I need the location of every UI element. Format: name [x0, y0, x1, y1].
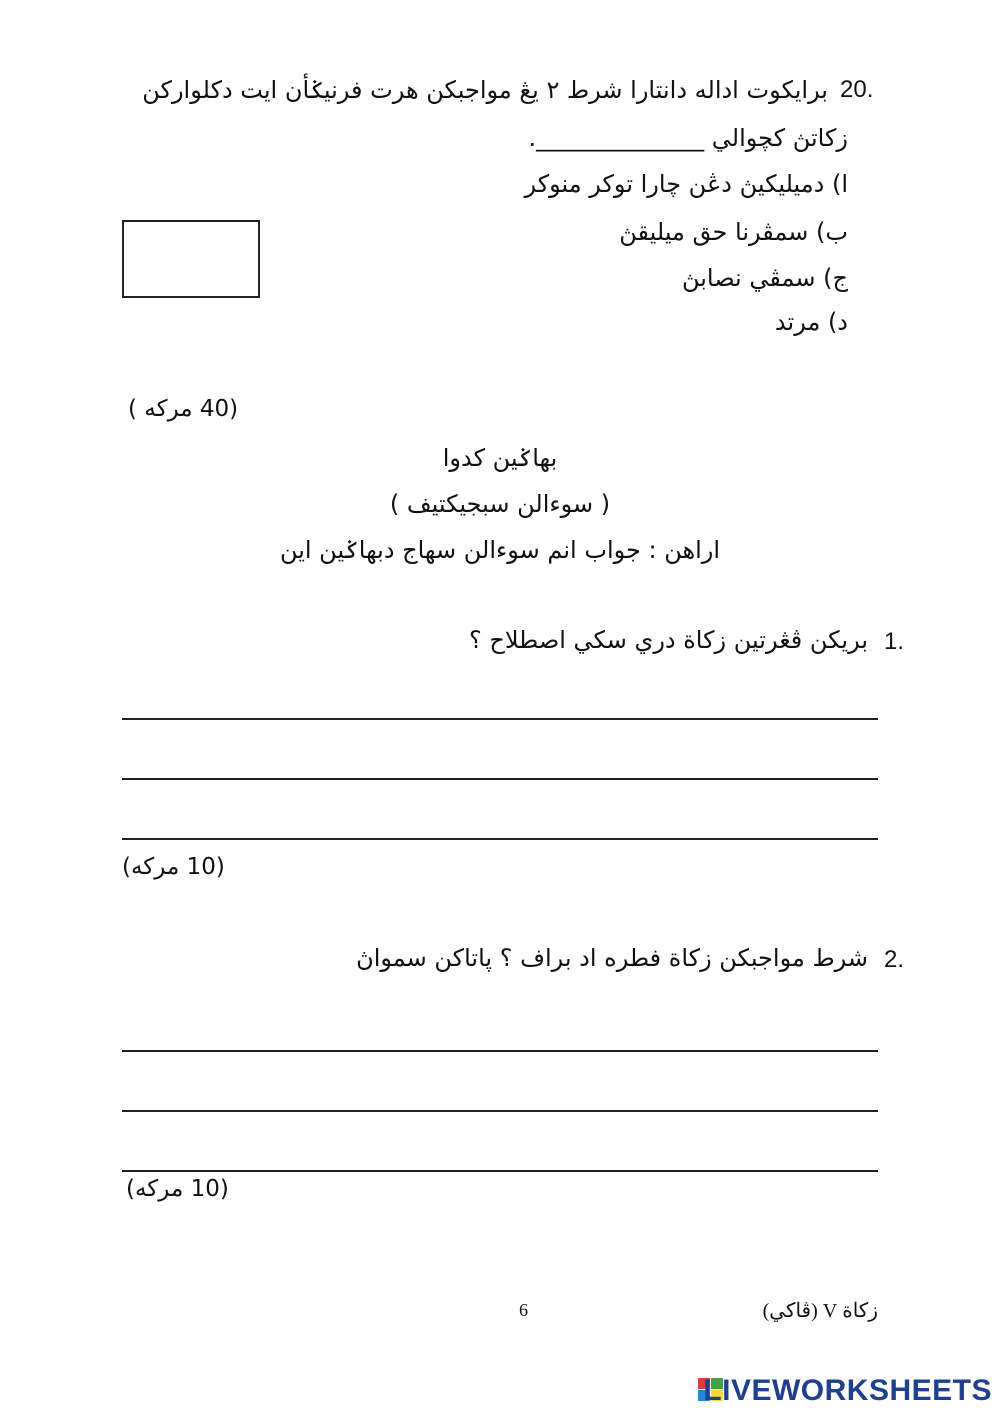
answer-line[interactable]	[122, 1170, 878, 1172]
option-b	[619, 216, 848, 248]
answer-line[interactable]	[122, 778, 878, 780]
question-20-line-2: زكاتڽ كچوالي ______________.	[528, 124, 848, 152]
option-d-text: مرتد	[774, 308, 821, 336]
answer-line[interactable]	[122, 718, 878, 720]
liveworksheets-brand: LIVEWORKSHEETS	[703, 1374, 992, 1407]
section-subtitle: ( سوءالن سبجيكتيف )	[389, 490, 611, 518]
section-instruction: اراهن : جواب انم سوءالن سهاج دبهاݢين اين	[279, 536, 721, 564]
question-20-line-1: برايكوت اداله دانتارا شرط ٢ يڠ مواجبكن هرت فرنيݢأن ايت دكلواركن	[142, 76, 828, 104]
question-2-text: شرط مواجبكن زكاة فطره اد براف ؟ ڽاتاكن سمواڽ	[356, 944, 868, 972]
option-c-text: سمڤي نصابڽ	[681, 264, 816, 292]
option-b-letter: ب)	[816, 218, 848, 246]
answer-line[interactable]	[122, 838, 878, 840]
question-1-text: بريكن ڤڠرتين زكاة دري سكي اصطلاح ؟	[469, 626, 868, 654]
footer-subject: زكاة V (ڤاكي)	[762, 1300, 878, 1322]
question-1-marks: (10 مركه)	[122, 854, 225, 880]
option-a	[524, 168, 848, 200]
option-b-text: سمڤرنا حق ميليقڽ	[619, 218, 809, 246]
answer-line[interactable]	[122, 1110, 878, 1112]
option-c	[682, 262, 848, 294]
question-1-number: 1.	[884, 628, 905, 655]
option-d	[775, 306, 848, 338]
section-title: بهاݢين كدوا	[442, 444, 558, 472]
question-20-answer-box[interactable]	[122, 220, 260, 298]
question-20-number: 20.	[840, 76, 874, 103]
option-a-text: دميليكيڽ دڠن چارا توكر منوكر	[524, 170, 825, 198]
answer-line[interactable]	[122, 1050, 878, 1052]
question-2-marks: (10 مركه)	[126, 1176, 229, 1202]
option-d-letter: د)	[827, 308, 848, 336]
question-2-number: 2.	[884, 946, 905, 973]
section-marks: (40 مركه )	[128, 396, 239, 422]
page-number: 6	[519, 1300, 528, 1320]
option-c-letter: ج)	[823, 264, 848, 292]
option-a-letter: ا)	[831, 170, 848, 198]
